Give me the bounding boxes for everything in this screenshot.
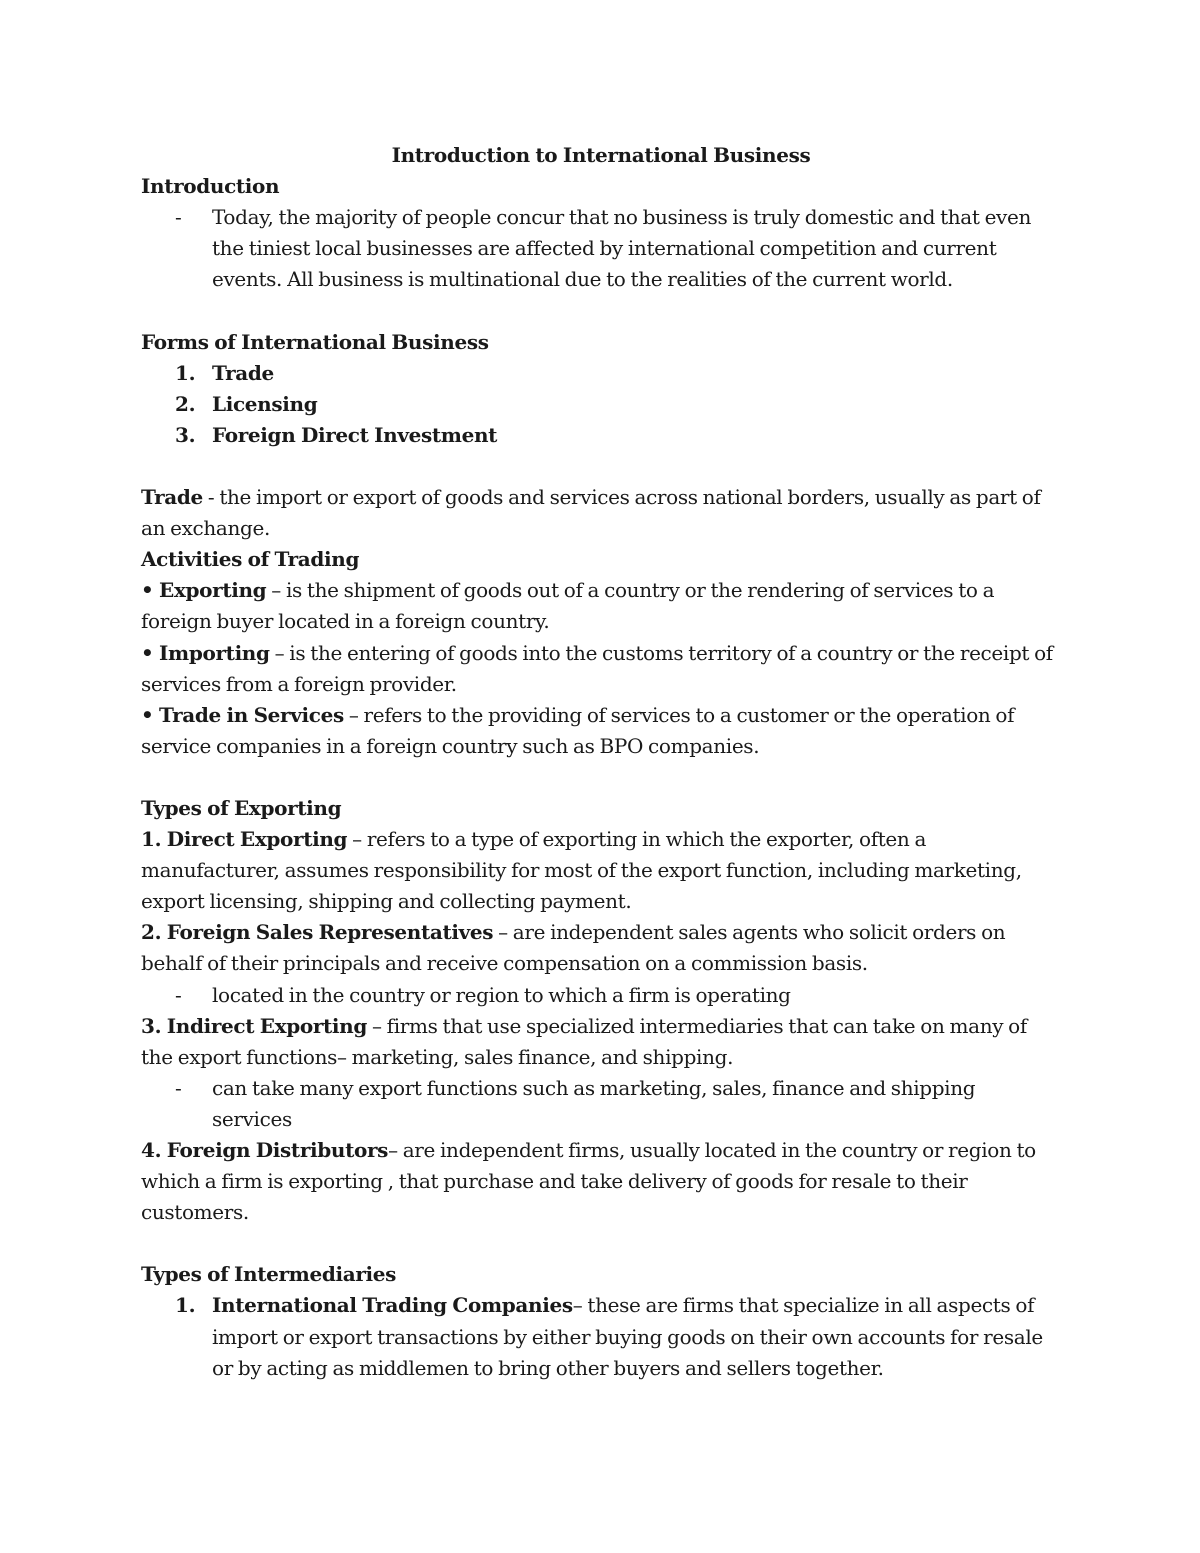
activities-heading: Activities of Trading [141, 547, 360, 572]
exporting-indirect [141, 1011, 1053, 1073]
dash-bullet: - [175, 205, 182, 230]
activity-trade-in-services [141, 700, 1053, 762]
exporting-note [141, 1073, 1053, 1135]
list-number: 2. [175, 391, 196, 416]
document-body [141, 140, 1053, 1384]
activity-importing [141, 638, 1053, 700]
exporting-text: – are independent firms, usually located in the country or region to which a firm is exporting , that purchase and take delivery of goods for resale to their customers. [141, 1138, 1036, 1225]
forms-item-licensing [141, 389, 1053, 420]
activity-text: – is the entering of goods into the customs territory of a country or the receipt of services from a foreign provider. [141, 640, 1053, 696]
exporting-text: – refers to a type of exporting in which the exporter, often a manufacturer, assumes responsibility for most of the export function, including marketing, export licensing, shipping and collecting payment. [141, 827, 1022, 914]
forms-item-trade [141, 358, 1053, 389]
spacer [141, 451, 1053, 482]
exporting-foreign-sales-reps [141, 917, 1053, 979]
activity-text: – is the shipment of goods out of a country or the rendering of services to a foreign buyer located in a foreign country. [141, 578, 995, 634]
note-text: located in the country or region to which a firm is operating [212, 982, 791, 1007]
intermediary-term: International Trading Companies [212, 1293, 573, 1318]
exporting-term: 2. Foreign Sales Representatives [141, 920, 494, 945]
list-label: Trade [212, 360, 274, 385]
exporting-term: 4. Foreign Distributors [141, 1138, 389, 1162]
spacer [141, 295, 1053, 326]
list-number: 1. [175, 1293, 196, 1318]
activity-term: • Trade in Services [141, 702, 344, 727]
activity-exporting [141, 575, 1053, 637]
list-number: 3. [175, 422, 196, 447]
activity-text: – refers to the providing of services to a customer or the operation of service companies in a foreign country such as BPO companies. [141, 702, 1015, 758]
trade-definition-text: - the import or export of goods and services across national borders, usually as part of an exchange. [141, 485, 1041, 541]
forms-heading: Forms of International Business [141, 329, 489, 354]
document-title: Introduction to International Business [391, 143, 811, 167]
intro-heading: Introduction [141, 174, 280, 199]
activity-term: • Exporting [141, 578, 267, 603]
activity-term: • Importing [141, 640, 270, 665]
exporting-heading: Types of Exporting [141, 795, 342, 820]
exporting-note [141, 980, 1053, 1011]
note-text: can take many export functions such as marketing, sales, finance and shipping services [212, 1075, 976, 1131]
list-label: Licensing [212, 391, 318, 416]
intro-paragraph [141, 202, 1053, 295]
intermediary-text: – these are firms that specialize in all aspects of import or export transactions by either buying goods on their own accounts for resale or by acting as middlemen to bring other buyers and sellers together. [212, 1293, 1043, 1380]
dash-bullet: - [175, 982, 182, 1007]
intermediary-item [141, 1290, 1053, 1383]
exporting-foreign-distributors [141, 1135, 1053, 1228]
spacer [141, 1228, 1053, 1259]
exporting-term: 1. Direct Exporting [141, 827, 348, 852]
exporting-direct [141, 824, 1053, 917]
list-label: Foreign Direct Investment [212, 422, 498, 447]
list-number: 1. [175, 360, 196, 385]
trade-term: Trade [141, 485, 203, 510]
intermediaries-heading: Types of Intermediaries [141, 1262, 397, 1287]
dash-bullet: - [175, 1075, 182, 1100]
intro-text: Today, the majority of people concur that no business is truly domestic and that even the tiniest local businesses are affected by international competition and current events. All business is multinational due to the realities of the current world. [212, 205, 1032, 292]
exporting-text: – firms that use specialized intermediaries that can take on many of the export functions– marketing, sales finance, and shipping. [141, 1013, 1027, 1069]
forms-item-fdi [141, 420, 1053, 451]
exporting-text: – are independent sales agents who solicit orders on behalf of their principals and receive compensation on a commission basis. [141, 920, 1006, 976]
spacer [141, 762, 1053, 793]
trade-definition [141, 482, 1053, 544]
exporting-term: 3. Indirect Exporting [141, 1013, 368, 1038]
